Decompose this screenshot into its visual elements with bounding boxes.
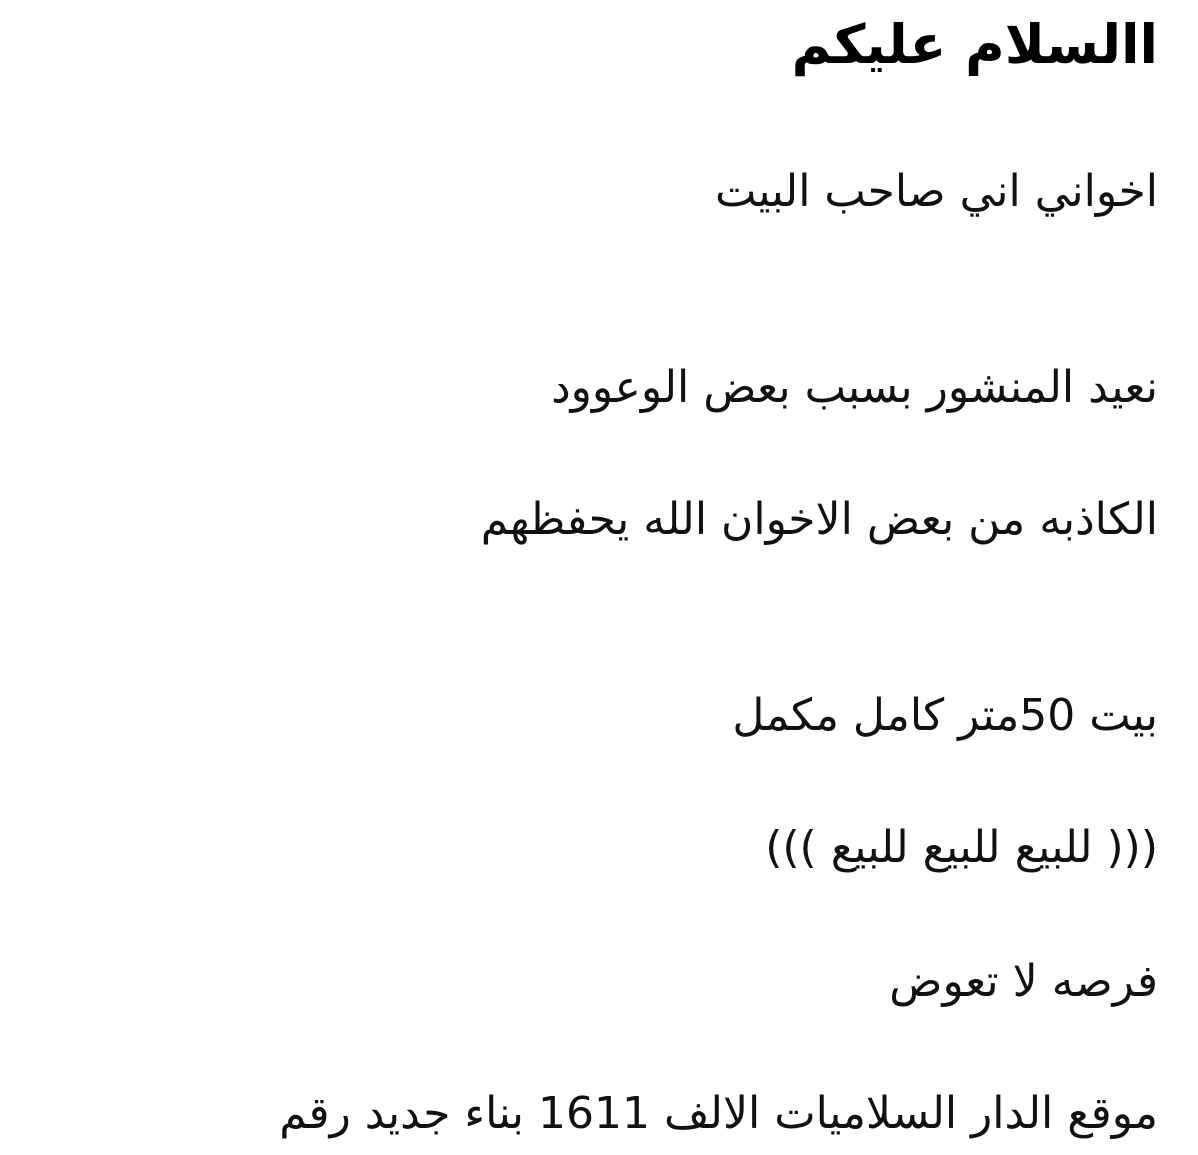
post-line-for-sale: ((( للبيع للبيع للبيع ))) [765, 822, 1158, 873]
post-line-house-size: بيت 50متر كامل مكمل [732, 690, 1158, 741]
post-line-opportunity: فرصه لا تعوض [889, 956, 1158, 1007]
post-line-repost-reason: نعيد المنشور بسبب بعض الوعوود [551, 362, 1158, 413]
post-line-location: موقع الدار السلاميات الالف 1611 بناء جديد رقم [279, 1088, 1158, 1139]
post-line-false-promises: الكاذبه من بعض الاخوان الله يحفظهم [480, 494, 1158, 545]
post-line-owner: اخواني اني صاحب البيت [715, 166, 1158, 217]
post-title: االسلام عليكم [791, 13, 1158, 76]
